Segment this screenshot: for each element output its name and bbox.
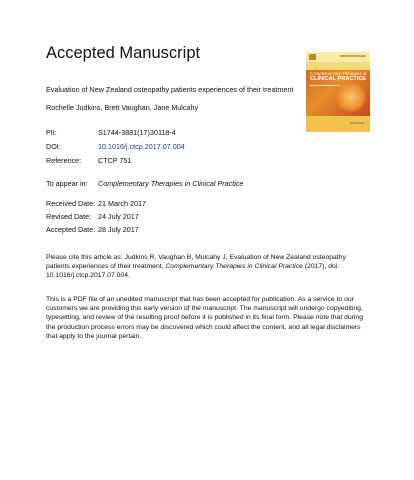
received-date-label: Received Date: [46, 199, 96, 208]
citation-journal: Complementary Therapies in Clinical Practice [165, 263, 303, 271]
revised-date-label: Revised Date: [46, 212, 92, 221]
article-authors: Rochelle Judkins, Brett Vaughan, Jane Mulcahy [46, 103, 199, 112]
revised-date-value: 24 July 2017 [98, 212, 139, 221]
publisher-logo-icon [309, 54, 316, 60]
reference-label: Reference: [46, 156, 82, 165]
accepted-date-label: Accepted Date: [46, 225, 96, 234]
article-title: Evaluation of New Zealand osteopathy patients experiences of their treatment [46, 85, 294, 94]
reference-value: CTCP 751 [98, 156, 132, 165]
to-appear-label: To appear in: [46, 179, 88, 188]
citation-prefix: Please cite this article as: Judkins R, Vaughan B, Mulcahy J, Evaluation of New Zealand osteopathy patients experiences of their treatment, [46, 254, 346, 271]
journal-name: Complementary Therapies in Clinical Practice [98, 179, 244, 188]
doi-link[interactable]: 10.1016/j.ctcp.2017.07.004 [98, 142, 185, 151]
pii-value: S1744-3881(17)30118-4 [98, 128, 176, 137]
cover-journal-line1: Complementary Therapies in [310, 71, 367, 76]
citation-suffix: (2017), doi: 10.1016/j.ctcp.2017.07.004. [46, 263, 340, 280]
citation-paragraph [46, 253, 368, 281]
received-date-value: 21 March 2017 [98, 199, 146, 208]
manuscript-notice: This is a PDF file of an unedited manuscript that has been accepted for publication. As a service to our customers we are providing this early version of the manuscript. The manuscript will undergo copyediting, typesetting, and review of the resulting proof before it is published in its final form. Please note that during the production process errors may be discovered which could affect the content, and all legal disclaimers that apply to the journal pertain. [46, 296, 363, 340]
journal-cover-image [306, 52, 370, 132]
accepted-date-value: 28 July 2017 [98, 225, 139, 234]
pii-label: PII: [46, 128, 57, 137]
cover-journal-line2: CLINICAL PRACTICE [310, 76, 367, 82]
doi-label: DOI: [46, 142, 61, 151]
page-title: Accepted Manuscript [46, 44, 201, 62]
